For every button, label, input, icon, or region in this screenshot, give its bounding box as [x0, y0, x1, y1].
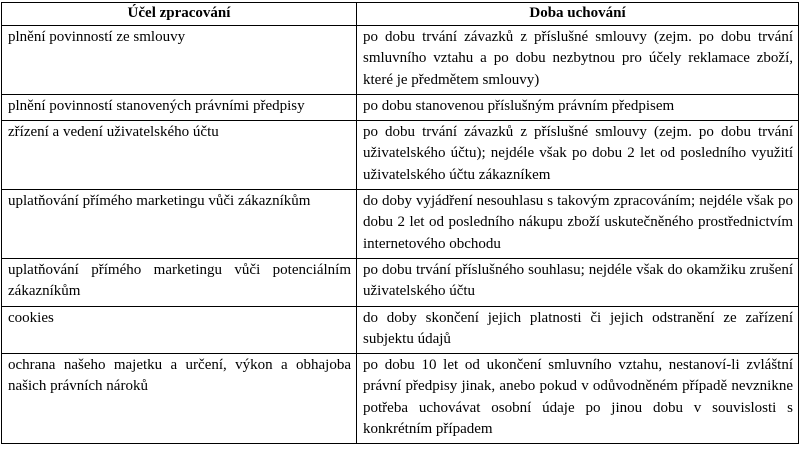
purpose-cell: plnění povinností ze smlouvy [2, 26, 357, 95]
purpose-cell: uplatňování přímého marketingu vůči potenciálním zákazníkům [2, 258, 357, 306]
header-retention: Doba uchování [357, 3, 799, 26]
table-row [2, 94, 799, 120]
table-row [2, 190, 799, 259]
purpose-cell: ochrana našeho majetku a určení, výkon a obhajoba našich právních nároků [2, 354, 357, 444]
purpose-cell: uplatňování přímého marketingu vůči zákazníkům [2, 190, 357, 259]
retention-cell: po dobu trvání závazků z příslušné smlouvy (zejm. po dobu trvání smluvního vztahu a po dobu nezbytnou pro účely reklamace zboží, které je předmětem smlouvy) [357, 26, 799, 95]
table-row [2, 306, 799, 354]
retention-cell: po dobu 10 let od ukončení smluvního vztahu, nestanoví-li zvláštní právní předpisy jinak, anebo pokud v odůvodněném případě nevznikne potřeba uchovávat osobní údaje po jinou dobu v souvislosti s konkrétním případem [357, 354, 799, 444]
retention-cell: po dobu trvání příslušného souhlasu; nejdéle však do okamžiku zrušení uživatelského účtu [357, 258, 799, 306]
table-row [2, 26, 799, 95]
table-row [2, 258, 799, 306]
retention-cell: po dobu stanovenou příslušným právním předpisem [357, 94, 799, 120]
table-row [2, 354, 799, 444]
table-row [2, 121, 799, 190]
purpose-cell: cookies [2, 306, 357, 354]
table-header [2, 3, 799, 26]
retention-cell: do doby skončení jejich platnosti či jejich odstranění ze zařízení subjektu údajů [357, 306, 799, 354]
header-row [2, 3, 799, 26]
table-body [2, 26, 799, 444]
header-purpose: Účel zpracování [2, 3, 357, 26]
retention-cell: do doby vyjádření nesouhlasu s takovým zpracováním; nejdéle však po dobu 2 let od posledního nákupu zboží uskutečněného prostřednictvím internetového obchodu [357, 190, 799, 259]
purpose-cell: zřízení a vedení uživatelského účtu [2, 121, 357, 190]
retention-cell: po dobu trvání závazků z příslušné smlouvy (zejm. po dobu trvání uživatelského účtu); nejdéle však po dobu 2 let od posledního využití uživatelského účtu zákazníkem [357, 121, 799, 190]
retention-table [1, 2, 799, 444]
purpose-cell: plnění povinností stanovených právními předpisy [2, 94, 357, 120]
